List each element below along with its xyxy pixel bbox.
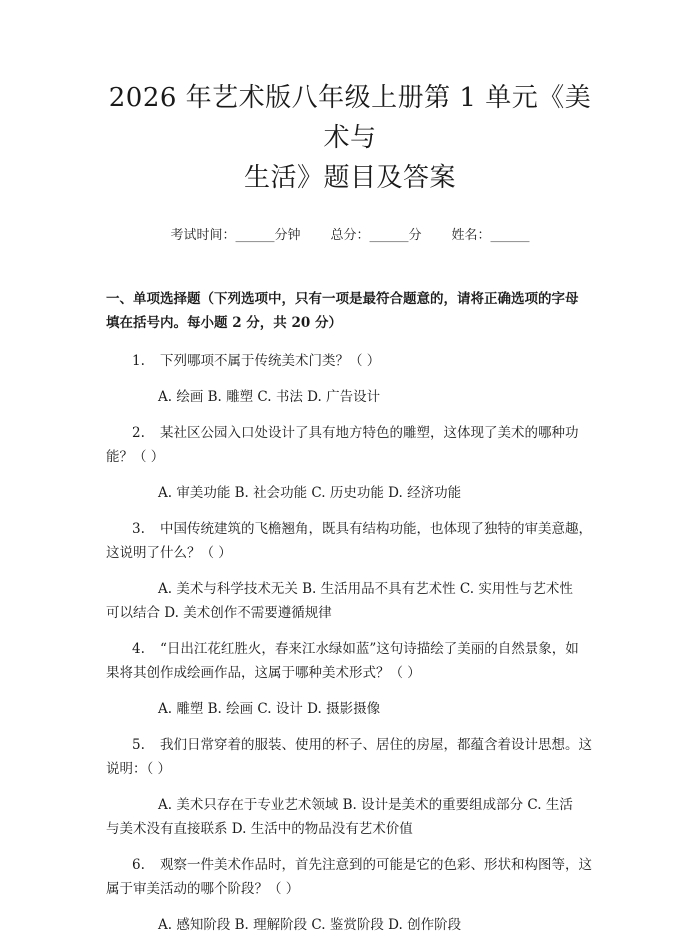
section-heading-line-2: 填在括号内。每小题 2 分，共 20 分） xyxy=(106,315,342,331)
question-5-continued: 说明：（ ） xyxy=(106,761,172,777)
title-line-1: 2026 年艺术版八年级上册第 1 单元《美术与 xyxy=(108,83,592,153)
question-3-continued: 这说明了什么？（ ） xyxy=(106,545,232,561)
section-heading xyxy=(106,287,594,335)
question-number: 1. xyxy=(132,353,145,369)
total-score: 总分：______分 xyxy=(330,228,422,243)
question-text: “日出江花红胜火，春来江水绿如蓝”这句诗描绘了美丽的自然景象，如 xyxy=(160,641,579,657)
document-title xyxy=(106,78,594,198)
question-4 xyxy=(106,637,594,661)
question-4-options: A. 雕塑 B. 绘画 C. 设计 D. 摄影摄像 xyxy=(158,701,381,717)
question-6 xyxy=(106,853,594,877)
question-3-options-continued: 可以结合 D. 美术创作不需要遵循规律 xyxy=(106,605,332,621)
question-text: 下列哪项不属于传统美术门类？（ ） xyxy=(160,353,381,369)
exam-meta xyxy=(106,224,594,243)
question-6-options: A. 感知阶段 B. 理解阶段 C. 鉴赏阶段 D. 创作阶段 xyxy=(158,917,462,933)
question-number: 5. xyxy=(132,737,145,753)
question-1-options: A. 绘画 B. 雕塑 C. 书法 D. 广告设计 xyxy=(158,389,381,405)
question-4-continued: 果将其创作成绘画作品，这属于哪种美术形式？（ ） xyxy=(106,665,421,681)
question-number: 6. xyxy=(132,857,145,873)
student-name: 姓名：______ xyxy=(451,228,530,243)
question-6-continued: 属于审美活动的哪个阶段？（ ） xyxy=(106,881,300,897)
question-text: 我们日常穿着的服装、使用的杯子、居住的房屋，都蕴含着设计思想。这 xyxy=(160,737,592,753)
question-5-options-continued: 与美术没有直接联系 D. 生活中的物品没有艺术价值 xyxy=(106,821,413,837)
question-1 xyxy=(106,349,594,373)
question-text: 观察一件美术作品时，首先注意到的可能是它的色彩、形状和构图等，这 xyxy=(160,857,592,873)
question-5-options: A. 美术只存在于专业艺术领域 B. 设计是美术的重要组成部分 C. 生活 xyxy=(158,797,573,813)
title-line-2: 生活》题目及答案 xyxy=(243,163,456,193)
question-number: 3. xyxy=(132,521,145,537)
question-3 xyxy=(106,517,594,541)
question-2-continued: 能？（ ） xyxy=(106,449,165,465)
question-number: 4. xyxy=(132,641,145,657)
section-heading-line-1: 一、单项选择题（下列选项中，只有一项是最符合题意的，请将正确选项的字母 xyxy=(106,291,579,307)
exam-time: 考试时间：______分钟 xyxy=(170,228,301,243)
question-3-options: A. 美术与科学技术无关 B. 生活用品不具有艺术性 C. 实用性与艺术性 xyxy=(158,581,573,597)
question-2-options: A. 审美功能 B. 社会功能 C. 历史功能 D. 经济功能 xyxy=(158,485,462,501)
question-2 xyxy=(106,421,594,445)
question-number: 2. xyxy=(132,425,145,441)
question-5 xyxy=(106,733,594,757)
question-text: 某社区公园入口处设计了具有地方特色的雕塑，这体现了美术的哪种功 xyxy=(160,425,579,441)
question-text: 中国传统建筑的飞檐翘角，既具有结构功能，也体现了独特的审美意趣， xyxy=(160,521,592,537)
